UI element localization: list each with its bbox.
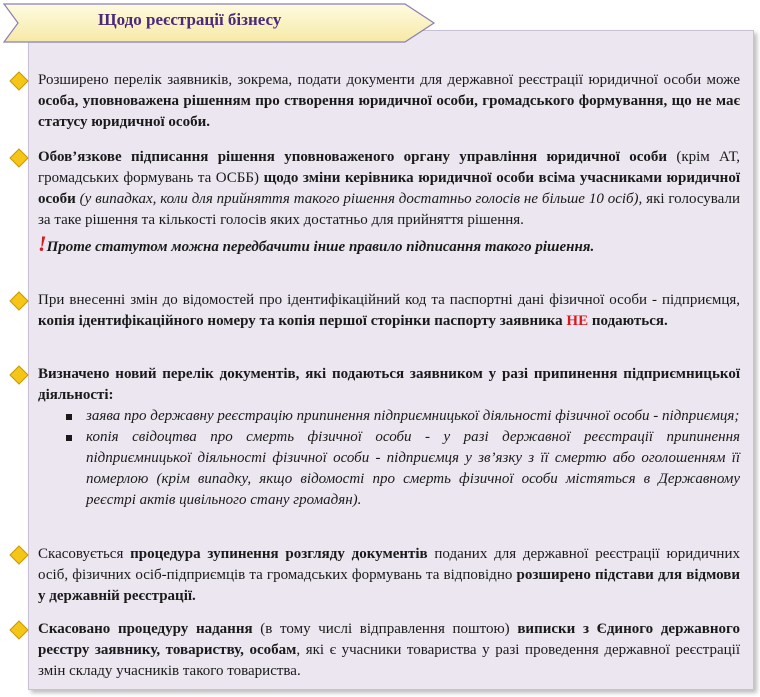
item-text: (крім АТ, громадських формувань та ОСББ) (38, 149, 740, 186)
exclamation-mark: ! (38, 231, 47, 256)
sub-list (38, 406, 740, 511)
square-bullet-icon (66, 435, 72, 441)
list-item-5 (38, 544, 740, 607)
note-text: Проте статутом можна передбачити інше правило підписання такого рішення. (46, 239, 595, 255)
list-item-6 (38, 619, 740, 682)
sub-item-text: копія свідоцтва про смерть фізичної особи - у разі державної реєстрації припинення підприємницької діяльності фізичної особи - підприємця у зв’язку з її смертю або оголошенням її померлою (крім випадку, якщо відомості про смерть фізичної особи містяться в Державному реєстрі актів цивільного стану громадян). (86, 429, 740, 508)
diamond-bullet-icon (8, 70, 30, 92)
item-text: поданих для державної реєстрації юридичних осіб, фізичних осіб-підприємців та громадських формувань та відповідно (38, 546, 740, 583)
item-emphasis: розширено підстави для відмови у державній реєстрації. (38, 567, 740, 604)
item-text: При внесенні змін до відомостей про ідентифікаційний код та паспортні дані фізичної особи - підприємця, (38, 292, 740, 308)
diamond-bullet-icon (8, 544, 30, 566)
item-emphasis: виписки з Єдиного державного реєстру заявнику, товариству, особам (38, 621, 740, 658)
item-emphasis: процедура зупинення розгляду документів (130, 546, 428, 562)
item-text: , які є учасники товариства у разі проведення державної реєстрації змін складу учасників такого товариства. (38, 642, 741, 679)
not-label: НЕ (566, 313, 589, 329)
sub-list-item (38, 427, 740, 511)
item-emphasis: Обов’язкове підписання рішення уповноваженого органу управління юридичної особи (38, 149, 668, 165)
item-italic: (у випадках, коли для прийняття такого рішення достатньо голосів не більше 10 осіб), (75, 191, 643, 207)
item-emphasis: особа, уповноважена рішенням про створення юридичної особи, громадського формування, що не має статусу юридичної особи. (38, 93, 740, 130)
square-bullet-icon (66, 414, 72, 420)
note-line (38, 233, 740, 258)
item-text: Розширено перелік заявників, зокрема, подати документи для державної реєстрації юридичної особи може (38, 72, 740, 88)
diamond-bullet-icon (8, 364, 30, 386)
item-emphasis: Визначено новий перелік документів, які подаються заявником у разі припинення підприємницької діяльності: (38, 366, 740, 403)
diamond-bullet-icon (8, 619, 30, 641)
item-emphasis: подаються. (588, 313, 668, 329)
item-text: Скасовується (38, 546, 131, 562)
list-item-3 (38, 290, 740, 332)
sub-item-text: заява про державну реєстрацію припинення підприємницької діяльності фізичної особи - підприємця; (86, 408, 740, 424)
item-emphasis: Скасовано процедуру надання (38, 621, 253, 637)
list-item-1 (38, 70, 740, 133)
item-emphasis: щодо зміни керівника юридичної особи всіма учасниками юридичної особи (38, 170, 740, 207)
sub-list-item (38, 406, 740, 427)
item-text: (в тому числі відправлення поштою) (252, 621, 518, 637)
list-item-2 (38, 147, 740, 258)
diamond-bullet-icon (8, 147, 30, 169)
item-text: які голосували за таке рішення та кількості голосів яких достатньо для прийняття рішення. (38, 191, 740, 228)
diamond-bullet-icon (8, 290, 30, 312)
page-title: Щодо реєстрації бізнесу (98, 10, 282, 29)
item-emphasis: копія ідентифікаційного номеру та копія першої сторінки паспорту заявника (38, 313, 567, 329)
title-banner (0, 0, 440, 46)
list-item-4 (38, 364, 740, 511)
